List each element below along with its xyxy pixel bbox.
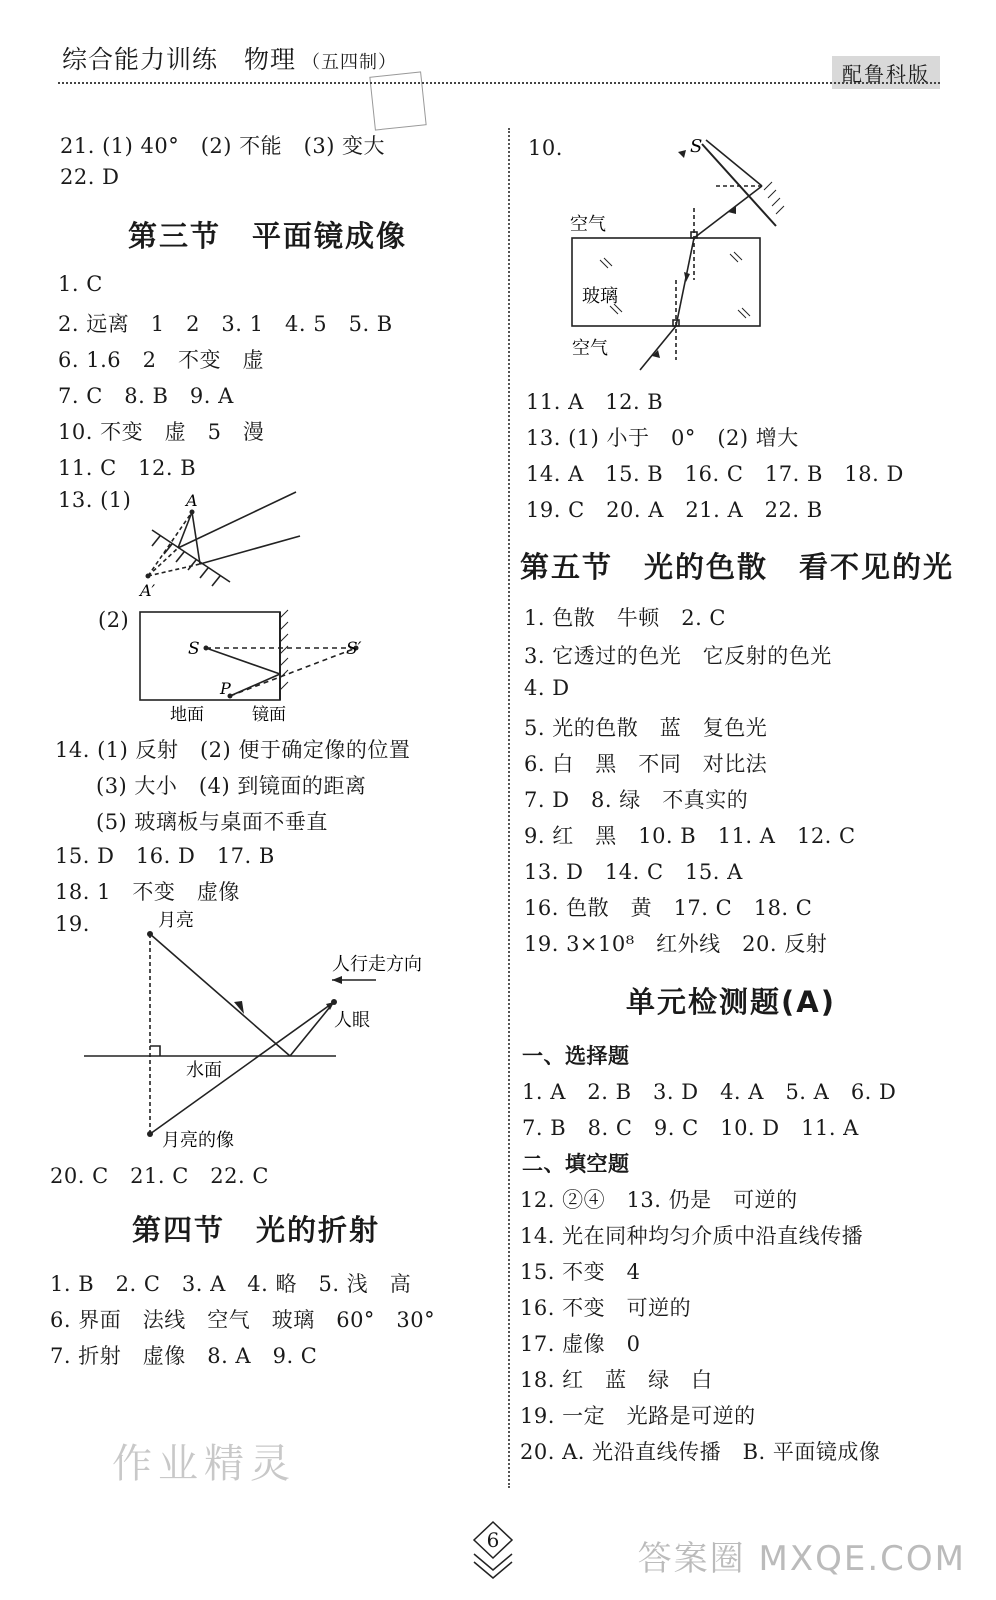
- label-S-q10: S: [690, 136, 703, 157]
- answer-line: 3. 它透过的色光 它反射的色光: [524, 644, 832, 668]
- answer-line: 20. A. 光沿直线传播 B. 平面镜成像: [520, 1440, 881, 1464]
- answer-line: 14. (1) 反射 (2) 便于确定像的位置: [55, 738, 411, 762]
- answer-line: 14. A 15. B 16. C 17. B 18. D: [526, 462, 904, 486]
- answer-line: 13. D 14. C 15. A: [524, 860, 743, 884]
- answer-line: 16. 不变 可逆的: [520, 1296, 692, 1320]
- figure-q13-1: [130, 490, 310, 602]
- corner-watermark: 答案圈 MXQE.COM: [637, 1539, 966, 1579]
- answer-line: 1. A 2. B 3. D 4. A 5. A 6. D: [522, 1080, 897, 1104]
- label-air-top: 空气: [570, 214, 606, 235]
- answer-line: 22. D: [60, 165, 120, 189]
- label-mirror: 镜面: [252, 705, 286, 725]
- book-title: 综合能力训练 物理: [62, 45, 297, 74]
- answer-line: 7. D 8. 绿 不真实的: [524, 788, 749, 812]
- answer-line: 10. 不变 虚 5 漫: [58, 420, 265, 444]
- unit-test-title: 单元检测题(A): [626, 985, 836, 1019]
- answer-line: 15. 不变 4: [520, 1260, 641, 1284]
- label-S-prime: S′: [346, 639, 362, 659]
- answer-line: 2. 远离 1 2 3. 1 4. 5 5. B: [58, 312, 393, 336]
- answer-line: 20. C 21. C 22. C: [50, 1164, 269, 1188]
- answer-line: 19.: [55, 912, 90, 936]
- answer-line: 14. 光在同种均匀介质中沿直线传播: [520, 1224, 864, 1248]
- answer-line: 17. 虚像 0: [520, 1332, 641, 1356]
- answer-line: 6. 1.6 2 不变 虚: [58, 348, 264, 372]
- label-walk-direction: 人行走方向: [332, 954, 422, 975]
- header-divider: [58, 82, 940, 84]
- figure-q13-2: [134, 606, 374, 726]
- answer-line: 18. 1 不变 虚像: [55, 880, 240, 904]
- answer-line: 13. (1): [58, 488, 132, 512]
- label-A-prime: A′: [140, 581, 156, 600]
- answer-line: (3) 大小 (4) 到镜面的距离: [96, 774, 367, 798]
- section-title-3: 第三节 平面镜成像: [128, 219, 408, 253]
- page-number: [470, 1520, 516, 1566]
- answer-line: 12. ②④ 13. 仍是 可逆的: [520, 1188, 798, 1212]
- page-number-text: 6: [486, 1528, 500, 1552]
- answer-line: 5. 光的色散 蓝 复色光: [524, 716, 768, 740]
- label-moon: 月亮: [158, 910, 194, 931]
- book-subtitle: （五四制）: [302, 52, 398, 73]
- answer-line: 4. D: [524, 676, 570, 700]
- answer-line: 1. C: [58, 272, 103, 296]
- watermark: 作业精灵: [112, 1441, 296, 1487]
- answer-line: (2): [98, 608, 130, 632]
- label-A: A: [186, 491, 198, 510]
- answer-line: 13. (1) 小于 0° (2) 增大: [526, 426, 799, 450]
- section-title-5: 第五节 光的色散 看不见的光: [520, 550, 955, 584]
- answer-line: 16. 色散 黄 17. C 18. C: [524, 896, 813, 920]
- label-S: S: [188, 639, 200, 659]
- answer-line: 6. 界面 法线 空气 玻璃 60° 30°: [50, 1308, 436, 1332]
- answer-line: 1. B 2. C 3. A 4. 略 5. 浅 高: [50, 1272, 412, 1296]
- figure-q19: [80, 908, 440, 1170]
- answer-line: 10.: [528, 136, 563, 160]
- answer-line: 18. 红 蓝 绿 白: [520, 1368, 713, 1392]
- label-water: 水面: [186, 1060, 222, 1081]
- answer-line: 6. 白 黑 不同 对比法: [524, 752, 768, 776]
- subsection-heading: 二、填空题: [522, 1152, 630, 1176]
- label-eye: 人眼: [334, 1010, 370, 1031]
- edition-badge: 配鲁科版: [832, 56, 940, 89]
- running-header: [62, 40, 397, 76]
- label-glass: 玻璃: [582, 286, 618, 307]
- answer-line: 21. (1) 40° (2) 不能 (3) 变大: [60, 134, 386, 158]
- answer-line: 7. 折射 虚像 8. A 9. C: [50, 1344, 318, 1368]
- figure-q10: [566, 130, 796, 380]
- answer-line: 7. B 8. C 9. C 10. D 11. A: [522, 1116, 859, 1140]
- label-air-bottom: 空气: [572, 338, 608, 359]
- label-moon-image: 月亮的像: [162, 1130, 234, 1151]
- answer-line: 19. 3×10⁸ 红外线 20. 反射: [524, 932, 828, 956]
- answer-line: 19. 一定 光路是可逆的: [520, 1404, 756, 1428]
- subsection-heading: 一、选择题: [522, 1044, 630, 1068]
- stamp-graphic: [369, 71, 426, 130]
- answer-line: 7. C 8. B 9. A: [58, 384, 234, 408]
- answer-line: 11. C 12. B: [58, 456, 197, 480]
- section-title-4: 第四节 光的折射: [132, 1213, 381, 1247]
- answer-line: 19. C 20. A 21. A 22. B: [526, 498, 823, 522]
- answer-line: 15. D 16. D 17. B: [55, 844, 275, 868]
- column-divider: [508, 128, 510, 1488]
- answer-line: 9. 红 黑 10. B 11. A 12. C: [524, 824, 856, 848]
- label-P: P: [220, 679, 231, 698]
- answer-line: 11. A 12. B: [526, 390, 664, 414]
- label-ground: 地面: [170, 705, 204, 725]
- answer-line: 1. 色散 牛顿 2. C: [524, 606, 726, 630]
- answer-line: (5) 玻璃板与桌面不垂直: [96, 810, 328, 834]
